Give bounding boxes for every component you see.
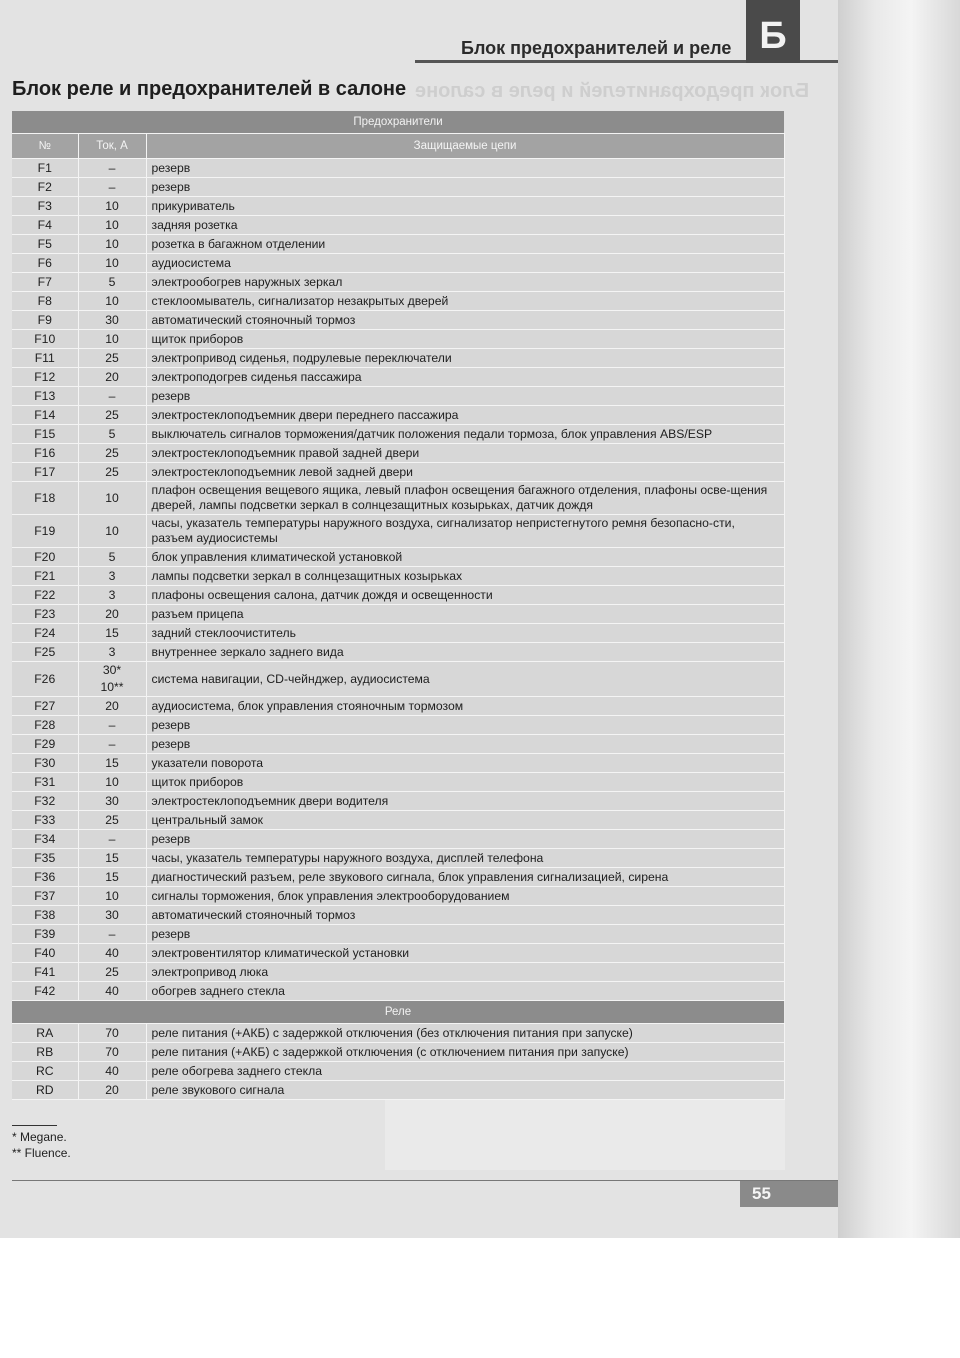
row-current: 20 [78,605,146,624]
table-row [12,406,784,425]
table-row [12,463,784,482]
row-current: 15 [78,754,146,773]
table-row [12,216,784,235]
row-circuits: реле питания (+АКБ) с задержкой отключения (без отключения питания при запуске) [146,1024,784,1043]
row-number: F37 [12,887,78,906]
row-circuits: резерв [146,830,784,849]
row-current: 70 [78,1024,146,1043]
row-number: F14 [12,406,78,425]
table-row [12,586,784,605]
row-current: 25 [78,349,146,368]
table-row [12,548,784,567]
row-circuits: лампы подсветки зеркал в солнцезащитных козырьках [146,567,784,586]
row-circuits: блок управления климатической установкой [146,548,784,567]
row-circuits: электропривод люка [146,963,784,982]
row-current: 3 [78,586,146,605]
row-current: – [78,735,146,754]
row-number: F16 [12,444,78,463]
row-number: F20 [12,548,78,567]
row-current: 15 [78,849,146,868]
row-number: F19 [12,515,78,548]
row-circuits: электропривод сиденья, подрулевые переключатели [146,349,784,368]
row-number: F30 [12,754,78,773]
row-circuits: центральный замок [146,811,784,830]
row-circuits: аудиосистема, блок управления стояночным тормозом [146,697,784,716]
fuse-relay-table [12,111,785,1100]
row-circuits: резерв [146,716,784,735]
row-current: 25 [78,444,146,463]
footer-rule [12,1180,838,1181]
row-number: F40 [12,944,78,963]
row-current: 25 [78,406,146,425]
row-circuits: щиток приборов [146,330,784,349]
row-current: 30 [78,792,146,811]
table-row [12,605,784,624]
page-stack-edge [838,0,960,1238]
row-number: F36 [12,868,78,887]
row-circuits: стеклоомыватель, сигнализатор незакрытых дверей [146,292,784,311]
fuses-band-label: Предохранители [12,111,784,134]
row-current: 10 [78,216,146,235]
row-number: F25 [12,643,78,662]
row-number: F7 [12,273,78,292]
table-row [12,643,784,662]
footnote-rule [12,1125,57,1126]
row-current: 5 [78,425,146,444]
table-row [12,425,784,444]
row-number: F11 [12,349,78,368]
section-title: Блок предохранителей и реле [461,38,732,58]
row-circuits: автоматический стояночный тормоз [146,311,784,330]
row-current: 10 [78,197,146,216]
fuses-band [12,111,784,134]
row-current [78,662,146,697]
table-row [12,1081,784,1100]
page-number: 55 [740,1181,838,1207]
row-circuits: электростеклоподъемник левой задней двери [146,463,784,482]
row-number: F34 [12,830,78,849]
row-current: 10 [78,235,146,254]
row-number: F21 [12,567,78,586]
row-circuits: обогрев заднего стекла [146,982,784,1001]
row-number: F26 [12,662,78,697]
bleed-through-text: Блок предохранителей и реле в салоне [415,80,810,102]
row-circuits: выключатель сигналов торможения/датчик положения педали тормоза, блок управления ABS/ESP [146,425,784,444]
section-letter-tab: Б [746,0,800,63]
table-row [12,330,784,349]
row-current: 25 [78,963,146,982]
row-circuits: электростеклоподъемник двери водителя [146,792,784,811]
row-circuits: щиток приборов [146,773,784,792]
table-row [12,1062,784,1081]
row-current: 3 [78,567,146,586]
table-row [12,792,784,811]
table-row [12,515,784,548]
table-row [12,368,784,387]
row-current: 25 [78,811,146,830]
row-current-primary: 30* [102,663,122,677]
row-circuits: розетка в багажном отделении [146,235,784,254]
row-number: F10 [12,330,78,349]
table-row [12,482,784,515]
table-row [12,811,784,830]
row-current: 10 [78,254,146,273]
column-header-row [12,134,784,159]
row-current: 10 [78,887,146,906]
row-circuits: аудиосистема [146,254,784,273]
row-circuits: реле питания (+АКБ) с задержкой отключения (с отключением питания при запуске) [146,1043,784,1062]
relay-rows [12,1024,784,1100]
column-header-current: Ток, А [78,134,146,159]
table-row [12,773,784,792]
row-current: 20 [78,1081,146,1100]
row-current: – [78,925,146,944]
scan-background [0,1238,960,1358]
row-current: 10 [78,292,146,311]
row-current-alt: 10** [100,680,124,694]
row-circuits: часы, указатель температуры наружного воздуха, сигнализатор непристегнутого ремня безопасно-сти, разъем аудиосистемы [146,515,784,548]
row-circuits: указатели поворота [146,754,784,773]
row-circuits: резерв [146,159,784,178]
row-current: 25 [78,463,146,482]
column-header-circuits: Защищаемые цепи [146,134,784,159]
table-row [12,697,784,716]
table-row [12,868,784,887]
row-number: F12 [12,368,78,387]
row-circuits: задняя розетка [146,216,784,235]
row-current: 30 [78,311,146,330]
row-number: F1 [12,159,78,178]
row-number: F8 [12,292,78,311]
row-circuits: плафоны освещения салона, датчик дождя и освещенности [146,586,784,605]
row-number: F42 [12,982,78,1001]
row-circuits: плафон освещения вещевого ящика, левый плафон освещения багажного отделения, плафоны осве-щения дверей, лампы подсветки зеркал в солнцезащитных козырьках, датчик дождя [146,482,784,515]
row-number: F22 [12,586,78,605]
row-number: F18 [12,482,78,515]
row-number: RD [12,1081,78,1100]
row-circuits: резерв [146,387,784,406]
row-number: F6 [12,254,78,273]
row-number: F41 [12,963,78,982]
fuse-rows [12,159,784,1001]
page-title: Блок реле и предохранителей в салоне [12,78,407,100]
row-number: F31 [12,773,78,792]
table-row [12,197,784,216]
row-current: 15 [78,624,146,643]
row-current: – [78,716,146,735]
row-number: F9 [12,311,78,330]
row-number: F5 [12,235,78,254]
row-current: 5 [78,548,146,567]
row-current: 40 [78,944,146,963]
row-current: 10 [78,515,146,548]
row-number: F24 [12,624,78,643]
row-current: 3 [78,643,146,662]
row-number: RB [12,1043,78,1062]
row-number: F17 [12,463,78,482]
row-number: F29 [12,735,78,754]
row-number: F4 [12,216,78,235]
row-current: 10 [78,482,146,515]
footnotes [12,1129,71,1161]
row-number: F2 [12,178,78,197]
table-row [12,159,784,178]
row-number: F13 [12,387,78,406]
row-circuits: сигналы торможения, блок управления электрооборудованием [146,887,784,906]
row-current: – [78,387,146,406]
table-row [12,887,784,906]
table-row [12,944,784,963]
table-row [12,735,784,754]
row-circuits: часы, указатель температуры наружного воздуха, дисплей телефона [146,849,784,868]
row-circuits: система навигации, CD-чейнджер, аудиосистема [146,662,784,697]
row-number: RA [12,1024,78,1043]
row-number: RC [12,1062,78,1081]
row-circuits: резерв [146,178,784,197]
table-row [12,387,784,406]
row-current: 20 [78,368,146,387]
row-number: F28 [12,716,78,735]
row-current: 10 [78,330,146,349]
row-current: 30 [78,906,146,925]
row-number: F27 [12,697,78,716]
row-circuits: внутреннее зеркало заднего вида [146,643,784,662]
row-current: – [78,830,146,849]
table-row [12,1024,784,1043]
table-row [12,349,784,368]
table-row [12,830,784,849]
row-circuits: электростеклоподъемник двери переднего пассажира [146,406,784,425]
column-header-num: № [12,134,78,159]
row-current: 40 [78,1062,146,1081]
row-circuits: электроподогрев сиденья пассажира [146,368,784,387]
footnote-fluence: ** Fluence. [12,1146,71,1160]
row-circuits: диагностический разъем, реле звукового сигнала, блок управления сигнализацией, сирена [146,868,784,887]
row-circuits: реле звукового сигнала [146,1081,784,1100]
row-circuits: электровентилятор климатической установки [146,944,784,963]
row-circuits: реле обогрева заднего стекла [146,1062,784,1081]
table-row [12,925,784,944]
row-current: 20 [78,697,146,716]
row-circuits: резерв [146,735,784,754]
footnote-megane: * Megane. [12,1130,67,1144]
table-row [12,254,784,273]
table-row [12,906,784,925]
relays-band [12,1001,784,1024]
row-number: F39 [12,925,78,944]
row-current: 70 [78,1043,146,1062]
row-circuits: автоматический стояночный тормоз [146,906,784,925]
row-current: – [78,159,146,178]
row-circuits: электростеклоподъемник правой задней двери [146,444,784,463]
table-row [12,849,784,868]
table-row [12,624,784,643]
table-row [12,963,784,982]
table-row [12,662,784,697]
row-circuits: прикуриватель [146,197,784,216]
table-row [12,982,784,1001]
row-circuits: электрообогрев наружных зеркал [146,273,784,292]
table-row [12,444,784,463]
row-number: F3 [12,197,78,216]
row-circuits: задний стеклоочиститель [146,624,784,643]
row-current: 40 [78,982,146,1001]
relays-band-label: Реле [12,1001,784,1024]
row-number: F33 [12,811,78,830]
row-number: F38 [12,906,78,925]
row-number: F35 [12,849,78,868]
table-row [12,235,784,254]
table-row [12,716,784,735]
table-row [12,292,784,311]
row-current: 10 [78,773,146,792]
row-current: 15 [78,868,146,887]
table-row [12,1043,784,1062]
table-row [12,754,784,773]
table-row [12,567,784,586]
table-row [12,178,784,197]
row-current: – [78,178,146,197]
row-circuits: резерв [146,925,784,944]
row-number: F32 [12,792,78,811]
row-number: F15 [12,425,78,444]
row-circuits: разъем прицепа [146,605,784,624]
table-row [12,273,784,292]
row-current: 5 [78,273,146,292]
row-number: F23 [12,605,78,624]
table-row [12,311,784,330]
